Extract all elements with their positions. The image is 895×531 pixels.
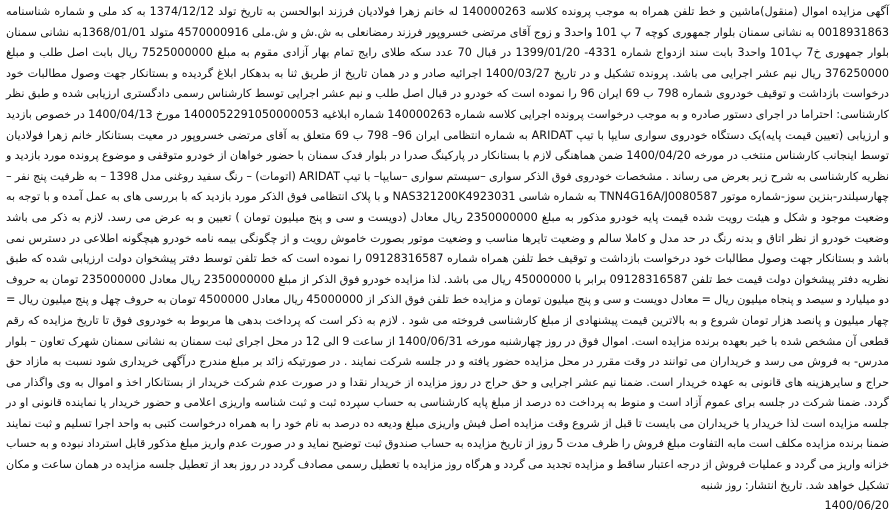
auction-notice-text: آگهی مزایده اموال (منقول)ماشین و خط تلفن همراه به موجب پرونده کلاسه 140000263 له خانم زهرا فولادیان فرزند ابوالحسن به تاریخ تولد 1374/12/12 به کد ملی و شماره شناسنامه 0018931863 به نشانی سمنان بلوار جمهوری کوچه 7 پ 101 واحد3 و زوج آقای مرتضی خسروپور فرزند رمضانعلی به ش.ش و ش.ملی 4570000916 متولد 1368/01/01به نشانی سمنان بلوار جمهوری خ7 پ101 واحد3 بابت سند ازدواج شماره 4331- 1399/01/20 در قبال 70 عدد سکه طلای رایج تمام بهار آزادی مقوم به مبلغ 7525000000 ریال بابت اصل طلب و مبلغ 376250000 ریال نیم عشر اجرایی می باشد. پرونده تشکیل و در تاریخ 1400/03/27 اجرائیه صادر و در همان تاریخ از طریق ثنا به بدهکار ابلاغ گردیده و بستانکار جهت وصول مطالبات خود درخواست بازداشت و توقیف خودروی شماره 798 ب 69 ایران 96 را نموده است که خودرو در قبال اصل طلب و نیم عشر اجرایی توسط کارشناس رسمی دادگستری ارزیابی شده و طبق نظر کارشناسی: احتراما در اجرای دستور صادره و به موجب درخواست پرونده اجرایی کلاسه شماره 140000263 شماره ابلاغیه 1400052291050000053 مورخ 1400/04/13 در خصوص بازدید و ارزیابی (تعیین قیمت پایه)یک دستگاه خودروی سواری سایپا با تیپ ARIDAT به شماره انتظامی ایران 96– 798 ب 69 متعلق به آقای مرتضی خسروپور در معیت بستانکار خانم زهرا فولادیان توسط اینجانب کارشناس منتخب در مورخه 1400/04/20 ضمن هماهنگی لازم با بستانکار در پارکینگ صدرا در بلوار فدک سمنان با حضور خواهان از خودرو متوقفی و موضوع پرونده مورد بازدید و نظریه کارشناسی به شرح زیر بعرض می رساند . مشخصات خودروی فوق الذکر سواری –سیستم سواری –سایپا– با تیپ ARIDAT (اتومات) – رنگ سفید روغنی مدل 1398 – به ظرفیت پنج نفر –چهارسیلندر-بنزین سوز-شماره موتور TNN4G16A/J0080587 به شماره شاسی NAS321200K4923031 و با پلاک انتظامی فوق الذکر مورد بازدید که با بررسی های به عمل آمده و با توجه به وضعیت موجود و شکل و هیئت رویت شده قیمت پایه خودرو مذکور به مبلغ 2350000000 ریال معادل (دویست و سی و پنج میلیون تومان ) تعیین و به عرض می رسد. لازم به ذکر می باشد وضعیت خودرو از نظر اتاق و بدنه رنگ در حد مدل و کاملا سالم و وضعیت تایرها مناسب و وضعیت موتور بصورت خاموش رویت و از چگونگی بیمه نامه خودرو هیچگونه اطلاعی در دسترس نمی باشد و بستانکار جهت وصول مطالبات خود درخواست بازداشت و توقیف خط تلفن همراه شماره 09128316587 را نموده است که خط تلفن توسط دفتر پیشخوان دولت ارزیابی شده که طبق نظریه دفتر پیشخوان دولت قیمت خط تلفن 09128316587 برابر با 45000000 ریال می باشد. لذا مزایده خودرو فوق الذکر از مبلغ 2350000000 ریال معادل 235000000 تومان به حروف دو میلیارد و سیصد و پنجاه میلیون ریال = معادل دویست و سی و پنج میلیون تومان و مزایده خط تلفن فوق الذکر از 45000000 ریال معادل 4500000 تومان به حروف چهل و پنج میلیون ریال = چهار میلیون و پانصد هزار تومان شروع و به بالاترین قیمت پیشنهادی از مبلغ کارشناسی فروخته می شود . لازم به ذکر است که پرداخت بدهی ها مربوط به خودروی فوق تا تاریخ مزایده که رقم قطعی آن مشخص شده با خیر بعهده برنده مزایده است. اموال فوق در روز چهارشنبه مورخه 1400/06/31 از ساعت 9 الی 12 در محل اجرای ثبت سمنان به نشانی سمنان شهرک تعاون – بلوار مدرس- به فروش می رسد و خریداران می توانند در وقت مقرر در محل مزایده حضور یافته و در جلسه شرکت نمایند . در صورتیکه زائد بر مبلغ مندرج درآگهی خریداری شود نسبت به مازاد حق حراج و سایرهزینه های قانونی به عهده خریدار است. ضمنا نیم عشر اجرایی و حق حراج در روز مزایده از خریدار نقدا و در صورت عدم شرکت خریدار از بستانکار اخذ و اموال به وی واگذار می گردد. ضمنا شرکت در جلسه برای عموم آزاد است و منوط به پرداخت ده درصد از مبلغ پایه کارشناسی به حساب سپرده ثبت و ثبت شناسه واریزی اعلامی و حضور خریدار یا نماینده قانونی او در جلسه مزایده است لذا خریدار یا خریداران می بایست تا قبل از شروع وقت مزایده اصل فیش واریزی مبلغ ودیعه ده درصد به نام خود را به همراه درخواست کتبی به واحد اجرا تسلیم و ثبت نمایند ضمنا برنده مزایده مکلف است مابه التفاوت مبلغ فروش را ظرف مدت 5 روز از تاریخ مزایده به حساب صندوق ثبت توضیح نماید و در صورت عدم واریز مبلغ مذکور قابل استرداد نبوده و به حساب خزانه واریز می گردد و عملیات فروش از درجه اعتبار ساقط و مزایده تجدید می گردد و هرگاه روز مزایده با تعطیل رسمی مصادف گردد در روز بعد از تعطیل جلسه مزایده در همان ساعت و مکان تشکیل خواهد شد. تاریخ انتشار: روز شنبه (6, 5, 890, 492)
publication-date: 1400/06/20 (824, 499, 889, 513)
